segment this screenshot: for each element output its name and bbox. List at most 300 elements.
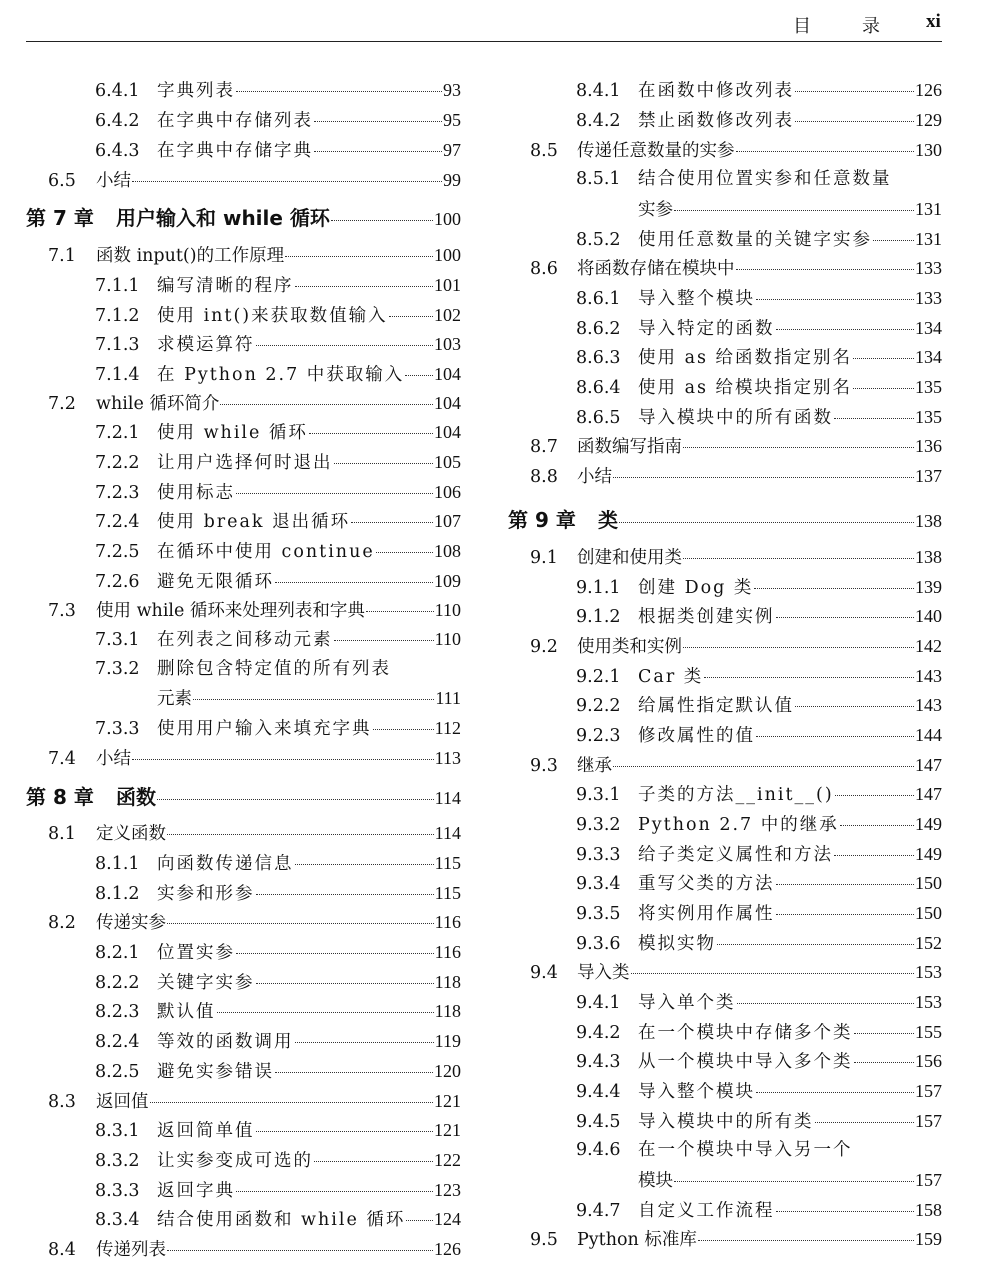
toc-title: 使用 break 退出循环: [157, 512, 351, 532]
toc-subsection-entry[interactable]: [95, 421, 461, 444]
toc-page-number: 144: [915, 725, 942, 745]
toc-title: 继承: [577, 756, 612, 776]
toc-leader-dots: [256, 983, 434, 984]
toc-leader-dots: [150, 1102, 434, 1103]
toc-subsection-entry[interactable]: [576, 813, 942, 836]
toc-subsection-entry[interactable]: [576, 168, 942, 190]
toc-subsection-entry[interactable]: [95, 971, 461, 994]
toc-leader-dots: [256, 1131, 434, 1132]
toc-number: 8.7: [530, 437, 558, 457]
toc-subsection-entry[interactable]: [95, 274, 461, 297]
toc-page-number: 109: [434, 571, 461, 591]
toc-section-entry[interactable]: [48, 244, 461, 267]
toc-page-number: 142: [915, 636, 942, 656]
toc-leader-dots: [674, 210, 914, 211]
toc-section-entry[interactable]: [48, 392, 461, 415]
toc-number: 8.2.3: [95, 1002, 140, 1022]
toc-number: 8.6.1: [576, 289, 621, 309]
toc-title: 小结: [96, 171, 131, 191]
toc-number: 9.5: [530, 1230, 558, 1250]
toc-number: 8.2: [48, 913, 76, 933]
toc-number: 8.6.3: [576, 348, 621, 368]
toc-leader-dots: [351, 522, 433, 523]
toc-leader-dots: [683, 447, 914, 448]
toc-number: 8.6: [530, 259, 558, 279]
toc-page-number: 110: [434, 629, 461, 649]
toc-section-entry[interactable]: [530, 635, 942, 658]
toc-page-number: 134: [915, 347, 942, 367]
toc-title: 导入单个类: [638, 993, 736, 1013]
toc-section-entry[interactable]: [530, 1228, 942, 1251]
toc-leader-dots: [795, 121, 914, 122]
toc-number: 8.3: [48, 1092, 76, 1112]
toc-subsection-entry[interactable]: [576, 1169, 942, 1192]
toc-title: 导入模块中的所有类: [638, 1112, 814, 1132]
toc-page-number: 118: [434, 1001, 461, 1021]
toc-title: 类: [598, 508, 618, 532]
toc-page-number: 143: [915, 695, 942, 715]
toc-subsection-entry[interactable]: [576, 1021, 942, 1044]
toc-page-number: 111: [435, 688, 461, 708]
toc-leader-dots: [236, 1191, 433, 1192]
toc-leader-dots: [334, 463, 434, 464]
toc-subsection-entry[interactable]: [576, 1199, 942, 1222]
toc-leader-dots: [776, 1211, 915, 1212]
toc-subsection-entry[interactable]: [95, 304, 461, 327]
toc-title: 默认值: [157, 1002, 216, 1022]
toc-page-number: 95: [443, 110, 461, 130]
toc-leader-dots: [236, 91, 442, 92]
toc-title: 在列表之间移动元素: [157, 630, 333, 650]
toc-section-entry[interactable]: [48, 169, 461, 192]
header-page-number: xi: [926, 11, 941, 32]
toc-leader-dots: [295, 864, 434, 865]
toc-page-number: 147: [915, 755, 942, 775]
toc-number: 6.4.3: [95, 141, 140, 161]
toc-leader-dots: [834, 418, 914, 419]
toc-section-entry[interactable]: [530, 754, 942, 777]
toc-title: while 循环简介: [96, 394, 220, 414]
toc-title: 结合使用函数和 while 循环: [157, 1210, 406, 1230]
toc-number: 6.4.2: [95, 111, 140, 131]
toc-page-number: 157: [915, 1111, 942, 1131]
toc-number: 8.5: [530, 141, 558, 161]
toc-subsection-entry[interactable]: [576, 605, 942, 628]
toc-number: 9.1.2: [576, 607, 621, 627]
toc-section-entry[interactable]: [530, 139, 942, 162]
toc-leader-dots: [853, 358, 914, 359]
toc-leader-dots: [776, 884, 915, 885]
toc-leader-dots: [834, 855, 914, 856]
toc-leader-dots: [314, 1161, 433, 1162]
toc-leader-dots: [314, 151, 442, 152]
toc-leader-dots: [132, 181, 442, 182]
toc-subsection-entry[interactable]: [95, 570, 461, 593]
toc-number: 9.2.3: [576, 726, 621, 746]
toc-title: 返回字典: [157, 1181, 235, 1201]
toc-subsection-entry[interactable]: [576, 843, 942, 866]
toc-number: 6.5: [48, 171, 76, 191]
toc-leader-dots: [236, 493, 433, 494]
toc-page-number: 93: [443, 80, 461, 100]
toc-leader-dots: [756, 1092, 914, 1093]
toc-number: 8.8: [530, 467, 558, 487]
toc-subsection-entry[interactable]: [576, 724, 942, 747]
toc-title: 关键字实参: [157, 973, 255, 993]
toc-number: 9.4.5: [576, 1112, 621, 1132]
toc-title: 模块: [638, 1171, 673, 1191]
toc-page-number: 110: [434, 600, 461, 620]
toc-leader-dots: [157, 799, 434, 800]
toc-number: 9.4.3: [576, 1052, 621, 1072]
toc-subsection-entry[interactable]: [576, 1080, 942, 1103]
toc-chapter-entry[interactable]: [508, 509, 942, 532]
toc-leader-dots: [776, 329, 915, 330]
toc-number: 7.2.4: [95, 512, 140, 532]
toc-subsection-entry[interactable]: [576, 346, 942, 369]
toc-number: 7.3.1: [95, 630, 140, 650]
toc-number: 8.6.2: [576, 319, 621, 339]
toc-title: 避免无限循环: [157, 572, 274, 592]
toc-number: 7.2: [48, 394, 76, 414]
toc-subsection-entry[interactable]: [576, 665, 942, 688]
toc-title: 导入类: [577, 963, 630, 983]
toc-title: 位置实参: [157, 943, 235, 963]
toc-subsection-entry[interactable]: [95, 687, 461, 710]
toc-number: 7.3.3: [95, 719, 140, 739]
toc-section-entry[interactable]: [48, 599, 461, 622]
toc-leader-dots: [389, 316, 433, 317]
toc-number: 7.2.5: [95, 542, 140, 562]
toc-subsection-entry[interactable]: [576, 783, 942, 806]
toc-leader-dots: [613, 766, 914, 767]
toc-subsection-entry[interactable]: [95, 1208, 461, 1231]
toc-leader-dots: [193, 699, 434, 700]
toc-chapter-entry[interactable]: [26, 207, 461, 230]
toc-title: 创建和使用类: [577, 548, 682, 568]
toc-number: 第 9 章: [508, 508, 576, 532]
toc-page-number: 113: [434, 748, 461, 768]
toc-title: 在循环中使用 continue: [157, 542, 375, 562]
toc-title: 在函数中修改列表: [638, 81, 794, 101]
toc-subsection-entry[interactable]: [576, 198, 942, 221]
toc-page-number: 122: [434, 1150, 461, 1170]
toc-subsection-entry[interactable]: [576, 991, 942, 1014]
toc-leader-dots: [613, 477, 914, 478]
toc-title: 小结: [577, 467, 612, 487]
toc-title: 实参: [638, 200, 673, 220]
toc-section-entry[interactable]: [48, 747, 461, 770]
toc-page-number: 158: [915, 1200, 942, 1220]
toc-subsection-entry[interactable]: [576, 79, 942, 102]
toc-leader-dots: [717, 944, 914, 945]
toc-title: 函数编写指南: [577, 437, 682, 457]
toc-leader-dots: [167, 834, 434, 835]
toc-leader-dots: [776, 914, 915, 915]
toc-leader-dots: [873, 240, 914, 241]
toc-page-number: 147: [915, 784, 942, 804]
toc-page-number: 100: [434, 245, 461, 265]
toc-page-number: 100: [434, 209, 461, 229]
toc-subsection-entry[interactable]: [576, 694, 942, 717]
toc-subsection-entry[interactable]: [95, 333, 461, 356]
toc-page-number: 116: [434, 912, 461, 932]
toc-page-number: 131: [915, 199, 942, 219]
toc-page-number: 153: [915, 992, 942, 1012]
toc-page-number: 101: [434, 275, 461, 295]
toc-leader-dots: [737, 1003, 915, 1004]
toc-subsection-entry[interactable]: [576, 1050, 942, 1073]
toc-title: 重写父类的方法: [638, 874, 775, 894]
toc-title: 给子类定义属性和方法: [638, 845, 833, 865]
toc-leader-dots: [756, 299, 914, 300]
toc-leader-dots: [334, 640, 434, 641]
toc-page-number: 152: [915, 933, 942, 953]
toc-leader-dots: [756, 736, 914, 737]
toc-title: 传递实参: [96, 913, 166, 933]
toc-subsection-entry[interactable]: [95, 1179, 461, 1202]
toc-title: 在一个模块中存储多个类: [638, 1023, 853, 1043]
toc-subsection-entry[interactable]: [95, 139, 461, 162]
toc-number: 7.2.3: [95, 483, 140, 503]
toc-page-number: 157: [915, 1081, 942, 1101]
toc-page-number: 118: [434, 972, 461, 992]
toc-page-number: 131: [915, 229, 942, 249]
toc-subsection-entry[interactable]: [95, 540, 461, 563]
toc-number: 8.6.5: [576, 408, 621, 428]
toc-title: 传递任意数量的实参: [577, 141, 735, 161]
toc-title: 删除包含特定值的所有列表: [157, 659, 391, 679]
toc-title: 导入整个模块: [638, 289, 755, 309]
toc-page-number: 112: [434, 718, 461, 738]
toc-leader-dots: [405, 375, 433, 376]
toc-subsection-entry[interactable]: [95, 510, 461, 533]
toc-title: 结合使用位置实参和任意数量: [638, 169, 892, 189]
toc-number: 8.4.1: [576, 81, 621, 101]
toc-page-number: 150: [915, 903, 942, 923]
toc-subsection-entry[interactable]: [576, 317, 942, 340]
toc-number: 第 8 章: [26, 785, 94, 809]
toc-subsection-entry[interactable]: [576, 1139, 942, 1161]
toc-subsection-entry[interactable]: [95, 79, 461, 102]
toc-subsection-entry[interactable]: [576, 902, 942, 925]
toc-number: 9.4.7: [576, 1201, 621, 1221]
toc-subsection-entry[interactable]: [95, 481, 461, 504]
toc-subsection-entry[interactable]: [95, 1000, 461, 1023]
toc-number: 9.2: [530, 637, 558, 657]
toc-number: 8.1.2: [95, 884, 140, 904]
toc-page-number: 159: [915, 1229, 942, 1249]
toc-leader-dots: [217, 1012, 434, 1013]
toc-title: 使用 while 循环: [157, 423, 308, 443]
toc-title: 返回简单值: [157, 1121, 255, 1141]
toc-subsection-entry[interactable]: [95, 628, 461, 651]
toc-number: 8.2.5: [95, 1062, 140, 1082]
toc-title: 向函数传递信息: [157, 854, 294, 874]
toc-section-entry[interactable]: [48, 1090, 461, 1113]
toc-title: 在一个模块中导入另一个: [638, 1140, 853, 1160]
toc-section-entry[interactable]: [48, 822, 461, 845]
toc-leader-dots: [795, 91, 914, 92]
toc-subsection-entry[interactable]: [95, 451, 461, 474]
toc-number: 7.1.2: [95, 306, 140, 326]
toc-subsection-entry[interactable]: [95, 1149, 461, 1172]
toc-leader-dots: [683, 558, 914, 559]
toc-number: 8.1: [48, 824, 76, 844]
toc-title: 模拟实物: [638, 934, 716, 954]
toc-number: 8.2.4: [95, 1032, 140, 1052]
toc-page-number: 105: [434, 452, 461, 472]
toc-page-number: 140: [915, 606, 942, 626]
toc-subsection-entry[interactable]: [95, 882, 461, 905]
toc-subsection-entry[interactable]: [576, 376, 942, 399]
toc-page-number: 126: [915, 80, 942, 100]
toc-page-number: 103: [434, 334, 461, 354]
toc-title: 根据类创建实例: [638, 607, 775, 627]
toc-leader-dots: [167, 923, 434, 924]
toc-section-entry[interactable]: [530, 465, 942, 488]
toc-leader-dots: [331, 220, 433, 221]
toc-leader-dots: [236, 953, 434, 954]
toc-title: 返回值: [96, 1092, 149, 1112]
toc-leader-dots: [406, 1220, 433, 1221]
toc-section-entry[interactable]: [530, 546, 942, 569]
toc-page-number: 121: [434, 1091, 461, 1111]
toc-subsection-entry[interactable]: [576, 1110, 942, 1133]
toc-number: 7.4: [48, 749, 76, 769]
toc-number: 9.3.5: [576, 904, 621, 924]
toc-subsection-entry[interactable]: [576, 287, 942, 310]
toc-number: 9.3.6: [576, 934, 621, 954]
toc-title: 修改属性的值: [638, 726, 755, 746]
toc-page-number: 135: [915, 377, 942, 397]
toc-subsection-entry[interactable]: [95, 363, 461, 386]
toc-page-number: 155: [915, 1022, 942, 1042]
toc-title: 子类的方法__init__(): [638, 785, 834, 805]
toc-title: 元素: [157, 689, 192, 709]
toc-page-number: 133: [915, 288, 942, 308]
toc-leader-dots: [285, 256, 433, 257]
toc-number: 9.3: [530, 756, 558, 776]
toc-number: 第 7 章: [26, 206, 94, 230]
header-title-2: 录: [862, 16, 880, 37]
toc-subsection-entry[interactable]: [95, 658, 461, 680]
toc-subsection-entry[interactable]: [576, 932, 942, 955]
toc-page-number: 156: [915, 1051, 942, 1071]
toc-leader-dots: [840, 825, 914, 826]
toc-section-entry[interactable]: [530, 257, 942, 280]
toc-number: 8.2.2: [95, 973, 140, 993]
toc-leader-dots: [776, 617, 915, 618]
toc-section-entry[interactable]: [48, 1238, 461, 1261]
page-header: [26, 0, 942, 42]
toc-section-entry[interactable]: [48, 911, 461, 934]
toc-section-entry[interactable]: [530, 961, 942, 984]
toc-subsection-entry[interactable]: [576, 576, 942, 599]
toc-title: 求模运算符: [157, 335, 255, 355]
toc-number: 7.1: [48, 246, 76, 266]
toc-leader-dots: [631, 973, 915, 974]
toc-leader-dots: [275, 1072, 433, 1073]
toc-page-number: 149: [915, 814, 942, 834]
toc-title: 将函数存储在模块中: [577, 259, 735, 279]
toc-title: 字典列表: [157, 81, 235, 101]
toc-number: 9.2.2: [576, 696, 621, 716]
toc-subsection-entry[interactable]: [576, 872, 942, 895]
toc-leader-dots: [835, 795, 914, 796]
toc-title: 使用标志: [157, 483, 235, 503]
toc-leader-dots: [167, 1250, 433, 1251]
toc-number: 8.5.1: [576, 169, 621, 189]
toc-subsection-entry[interactable]: [95, 852, 461, 875]
toc-page-number: 136: [915, 436, 942, 456]
toc-title: 函数 input()的工作原理: [96, 246, 285, 266]
toc-subsection-entry[interactable]: [576, 228, 942, 251]
toc-leader-dots: [256, 894, 434, 895]
toc-title: 等效的函数调用: [157, 1032, 294, 1052]
toc-number: 8.3.2: [95, 1151, 140, 1171]
toc-subsection-entry[interactable]: [576, 406, 942, 429]
toc-number: 8.3.1: [95, 1121, 140, 1141]
toc-title: 传递列表: [96, 1240, 166, 1260]
toc-title: 禁止函数修改列表: [638, 111, 794, 131]
toc-number: 9.4.2: [576, 1023, 621, 1043]
toc-leader-dots: [314, 121, 442, 122]
toc-subsection-entry[interactable]: [95, 1060, 461, 1083]
toc-page-number: 104: [434, 393, 461, 413]
toc-leader-dots: [373, 729, 434, 730]
toc-page-number: 99: [443, 170, 461, 190]
toc-page-number: 143: [915, 666, 942, 686]
toc-chapter-entry[interactable]: [26, 786, 461, 809]
toc-number: 9.4: [530, 963, 558, 983]
toc-number: 8.2.1: [95, 943, 140, 963]
toc-page-number: 137: [915, 466, 942, 486]
toc-title: 定义函数: [96, 824, 166, 844]
toc-title: 函数: [116, 785, 156, 809]
toc-title: 使用 as 给模块指定别名: [638, 378, 853, 398]
toc-subsection-entry[interactable]: [95, 717, 461, 740]
toc-number: 9.3.4: [576, 874, 621, 894]
toc-page-number: 149: [915, 844, 942, 864]
toc-page-number: 123: [434, 1180, 461, 1200]
toc-page-number: 126: [434, 1239, 461, 1259]
toc-number: 9.4.6: [576, 1140, 621, 1160]
toc-number: 6.4.1: [95, 81, 140, 101]
toc-leader-dots: [736, 151, 915, 152]
toc-title: Python 2.7 中的继承: [638, 815, 839, 835]
toc-title: 用户输入和 while 循环: [116, 206, 330, 230]
toc-subsection-entry[interactable]: [95, 109, 461, 132]
toc-subsection-entry[interactable]: [95, 941, 461, 964]
toc-page-number: 115: [434, 883, 461, 903]
toc-number: 7.2.2: [95, 453, 140, 473]
toc-subsection-entry[interactable]: [95, 1119, 461, 1142]
toc-number: 8.4.2: [576, 111, 621, 131]
toc-number: 9.4.4: [576, 1082, 621, 1102]
toc-leader-dots: [309, 433, 433, 434]
toc-page-number: 108: [434, 541, 461, 561]
toc-title: 创建 Dog 类: [638, 578, 754, 598]
toc-section-entry[interactable]: [530, 435, 942, 458]
toc-page-number: 102: [434, 305, 461, 325]
toc-subsection-entry[interactable]: [95, 1030, 461, 1053]
toc-page-number: 138: [915, 547, 942, 567]
toc-page-number: 150: [915, 873, 942, 893]
toc-title: 导入特定的函数: [638, 319, 775, 339]
toc-subsection-entry[interactable]: [576, 109, 942, 132]
toc-leader-dots: [854, 1062, 915, 1063]
